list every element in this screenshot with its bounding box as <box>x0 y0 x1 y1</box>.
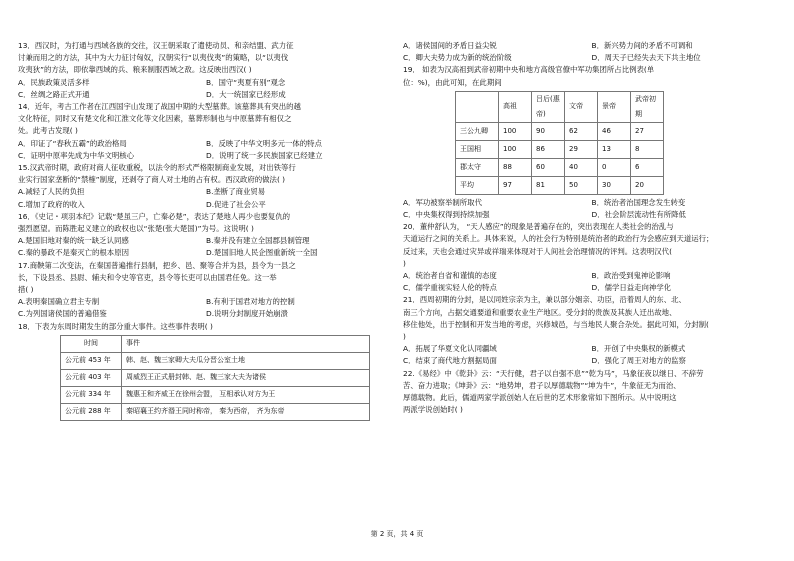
table-header-row <box>61 335 370 352</box>
question-stem-line: 15.汉武帝时期，政府对商人征收重税，以法令的形式严格限制商业发展，对出铁等行 <box>18 163 296 173</box>
right-column <box>403 40 780 416</box>
table-cell: 公元前 403 年 <box>61 369 122 386</box>
question-16 <box>18 211 394 260</box>
events-table <box>60 335 370 421</box>
option-row <box>403 40 780 52</box>
question-stem-line: 移住他处，出于控制和开发当地的考虑，兴修城邑，与当地民人聚合杂处。据此可知，分封制( <box>403 319 709 329</box>
table-cell: 29 <box>565 140 598 158</box>
table-cell: 13 <box>598 140 631 158</box>
option-d[interactable]: D.促进了社会公平 <box>206 199 266 209</box>
option-row <box>18 296 394 308</box>
table-header-cell <box>456 91 499 122</box>
option-b[interactable]: B.秦并没有建立全国郡县制管理 <box>206 236 310 246</box>
table-cell: 100 <box>499 122 532 140</box>
table-cell: 30 <box>598 176 631 194</box>
question-19 <box>403 64 780 221</box>
question-stem-line: 攻夷狄”的方法，即依靠西域的兵、粮来制服西域之敌。这反映出西汉( ) <box>18 65 252 75</box>
question-stem-line: ) <box>403 332 406 342</box>
question-stem-line: 13．西汉时，为打通与西域各族的交往，汉王朝采取了遣使动员、和亲结盟、武力征 <box>18 41 294 50</box>
table-cell: 60 <box>532 158 565 176</box>
question-21 <box>403 294 780 367</box>
question-stem-line: 17.商鞅第二次变法，在秦国普遍推行县制，把乡、邑、聚等合并为县，县令为一县之 <box>18 260 296 270</box>
table-row <box>456 122 664 140</box>
question-20 <box>403 221 780 294</box>
option-b[interactable]: B．新兴势力间的矛盾不可调和 <box>591 41 693 50</box>
question-stem-line: 16．《史记・项羽本纪》记载“楚虽三户，亡秦必楚”，表达了楚地人再少也要复仇的 <box>18 211 291 221</box>
table-cell: 100 <box>499 140 532 158</box>
table-cell: 20 <box>631 176 664 194</box>
question-stem-line: 强烈愿望。而陈胜起义建立的政权也以“张楚(张大楚国)”为号。这说明( ) <box>18 224 254 234</box>
option-b[interactable]: B．反映了中华文明多元一体的特点 <box>206 138 322 148</box>
option-row <box>403 197 780 209</box>
option-row <box>18 150 394 162</box>
option-c[interactable]: C.为列国诸侯国的普遍借鉴 <box>18 309 107 319</box>
question-22 <box>403 368 780 417</box>
question-stem-line: 21．西周初期的分封，是以同姓宗亲为主，兼以部分姻亲、功臣，沿着周人的东、北、 <box>403 295 686 305</box>
option-row <box>403 343 780 355</box>
table-row <box>456 158 664 176</box>
option-d[interactable]: D．大一统国家已经形成 <box>206 89 286 99</box>
table-header-row <box>456 91 664 122</box>
table-cell: 0 <box>598 158 631 176</box>
table-header-cell: 事件 <box>122 335 370 352</box>
option-b[interactable]: B．国守“夷夏有别”观念 <box>206 77 286 87</box>
option-row <box>403 282 780 294</box>
option-c[interactable]: C．结束了商代地方割据局面 <box>403 356 497 366</box>
option-a[interactable]: A.楚国旧地对秦的统一缺乏认同感 <box>18 236 129 246</box>
table-header-cell: 文帝 <box>565 91 598 122</box>
table-header-cell: 高祖 <box>499 91 532 122</box>
table-cell: 周威烈王正式册封韩、赵、魏三家大夫为诸侯 <box>122 369 370 386</box>
table-cell: 平均 <box>456 176 499 194</box>
option-row <box>403 355 780 367</box>
table-header-cell: 时间 <box>61 335 122 352</box>
question-stem-line: ) <box>403 258 406 268</box>
option-c[interactable]: C．儒学重视实轻人伦的特点 <box>403 283 497 293</box>
question-stem-line: 两派学说创始时( ) <box>403 405 463 415</box>
table-row <box>61 403 370 420</box>
question-stem-line: 苦、奋力进取；《坤卦》云：“地势坤，君子以厚德载物”“坤为牛”，牛象征无为而治、 <box>403 380 681 390</box>
option-a[interactable]: A.表明秦国确立君主专制 <box>18 297 100 307</box>
table-cell: 8 <box>631 140 664 158</box>
option-a[interactable]: A．拓展了华夏文化认同疆域 <box>403 344 497 354</box>
ratio-table <box>455 91 664 195</box>
option-row <box>18 186 394 198</box>
question-stem-line: 业实行国家垄断的“禁榷”制度，还剥夺了商人对土地的占有权。西汉政府的做法( ) <box>18 175 286 185</box>
option-row <box>403 209 780 221</box>
option-c[interactable]: C．证明中原率先成为中华文明核心 <box>18 150 135 160</box>
option-a[interactable]: A．统治者自省和谨慎的态度 <box>403 271 497 281</box>
table-cell: 97 <box>499 176 532 194</box>
table-cell: 86 <box>532 140 565 158</box>
question-stem-line: 措( ) <box>18 285 34 295</box>
question-stem-line: 文化特征，同时又有楚文化和江淮文化等文化因素，墓葬形制也与中原墓葬有相仅之 <box>18 114 292 124</box>
question-13 <box>18 40 394 101</box>
table-cell: 46 <box>598 122 631 140</box>
question-18 <box>18 321 394 421</box>
table-cell: 郡太守 <box>456 158 499 176</box>
option-b[interactable]: B．开创了中央集权的新模式 <box>591 344 686 354</box>
table-cell: 韩、赵、魏三家卿大夫瓜分晋公室土地 <box>122 352 370 369</box>
table-cell: 秦昭襄王约齐湣王同时称帝， 秦为西帝， 齐为东帝 <box>122 403 370 420</box>
question-15 <box>18 162 394 211</box>
table-cell: 27 <box>631 122 664 140</box>
question-stem-line: 南三个方向，占据交通要道和重要农业生产地区。受分封的贵族及其族人迁出故地、 <box>403 307 677 317</box>
option-a[interactable]: A．军功被察举制所取代 <box>403 197 482 207</box>
table-cell: 88 <box>499 158 532 176</box>
option-row <box>18 247 394 259</box>
option-d[interactable]: D．说明了统一多民族国家已经建立 <box>206 150 323 160</box>
question-stem-line: 讨兼而用之的方法，其中为大力征讨匈奴，汉朝实行“以夷伐夷”的策略，以“以夷伐 <box>18 53 289 63</box>
table-cell: 40 <box>565 158 598 176</box>
option-b[interactable]: B.垄断了商业贸易 <box>206 187 266 197</box>
table-cell: 三公九卿 <box>456 122 499 140</box>
option-row <box>18 235 394 247</box>
option-d[interactable]: D.楚国旧地人民企图重新统一全国 <box>206 248 318 258</box>
question-17 <box>18 260 394 321</box>
table-cell: 魏惠王和齐威王在徐州会盟， 互相承认对方为王 <box>122 386 370 403</box>
question-stem-line: 20．董仲舒认为， “天人感应”的现象是普遍存在的，突出表现在人类社会的治乱与 <box>403 222 674 232</box>
option-row <box>18 77 394 89</box>
option-a[interactable]: A．诸侯国间的矛盾日益尖锐 <box>403 41 497 50</box>
option-d[interactable]: D．强化了周王对地方的监察 <box>591 356 686 366</box>
option-row <box>18 199 394 211</box>
left-column <box>18 40 394 421</box>
option-a[interactable]: A．印证了“春秋五霸”的政治格局 <box>18 138 127 148</box>
table-cell: 62 <box>565 122 598 140</box>
question-stem-line: 19． 如表为汉高祖到武帝初期中央和地方高级官僚中军功集团所占比例表(单 <box>403 65 655 75</box>
question-stem-line: 厚德载物。此后，儒道两家学派创始人在后世的艺术形象常如下图所示。从中说明这 <box>403 393 677 403</box>
question-stem-line: 14．近年，考古工作者在江西国宇山发现了战国中期的大型墓葬。该墓葬具有突出的越 <box>18 102 301 112</box>
question-stem-line: 位：%)，由此可知，在此期间 <box>403 77 502 87</box>
table-header-cell: 景帝 <box>598 91 631 122</box>
table-row <box>61 386 370 403</box>
option-c[interactable]: C．卿大夫势力成为新的统治阶级 <box>403 53 512 63</box>
table-cell: 公元前 334 年 <box>61 386 122 403</box>
question-stem-line: 22.《易经》中《乾卦》云：“天行健，君子以自强不息”“乾为马”，马象征夜以继日、不辞劳 <box>403 368 704 378</box>
question-stem-line: 反过来，天也会通过灾异或祥瑞来体现对于人间社会治理情况的评判。这表明汉代( <box>403 246 672 256</box>
question-stem-line: 天道运行之间的关系上。具体来说，人的社会行为特别是统治者的政治行为会感应到天道运行； <box>403 234 714 244</box>
option-d[interactable]: D．周天子已经失去天下共主地位 <box>591 53 701 63</box>
table-cell: 50 <box>565 176 598 194</box>
option-c[interactable]: C．中央集权得到持续加强 <box>403 210 490 220</box>
option-row <box>18 89 394 101</box>
option-c[interactable]: C.秦的暴政不是秦灭亡的根本原因 <box>18 248 129 258</box>
table-cell: 81 <box>532 176 565 194</box>
option-row <box>18 138 394 150</box>
option-b[interactable]: B.有利于国君对地方的控制 <box>206 297 295 307</box>
option-d[interactable]: D．社会阶层流动性有所降低 <box>591 210 686 220</box>
option-a[interactable]: A.减轻了人民的负担 <box>18 187 85 197</box>
table-header-cell: 吕后(惠帝) <box>532 91 565 122</box>
question-stem-line: 长，下设县丞、县尉、辅夫和令史等官吏，县令等长吏可以由国君任免。这一举 <box>18 272 277 282</box>
table-cell: 6 <box>631 158 664 176</box>
option-a[interactable]: A．民族政策灵活多样 <box>18 77 90 87</box>
table-row <box>456 176 664 194</box>
option-b[interactable]: B．政治受到鬼神论影响 <box>591 271 671 281</box>
question-18-options <box>403 40 780 64</box>
option-b[interactable]: B．统治者治国理念发生转变 <box>591 197 686 207</box>
table-cell: 公元前 288 年 <box>61 403 122 420</box>
question-stem-line: 处。此考古发现( ) <box>18 126 78 136</box>
table-cell: 公元前 453 年 <box>61 352 122 369</box>
table-row <box>61 369 370 386</box>
table-header-cell: 武帝初期 <box>631 91 664 122</box>
table-row <box>456 140 664 158</box>
option-c[interactable]: C.增加了政府的收入 <box>18 199 85 209</box>
page-footer: 第 2 页，共 4 页 <box>370 530 424 538</box>
option-d[interactable]: D．儒学日益走向神学化 <box>591 283 672 293</box>
question-14 <box>18 101 394 162</box>
option-row <box>18 308 394 320</box>
table-row <box>61 352 370 369</box>
option-row <box>403 52 780 64</box>
question-stem-line: 18．下表为东周时期发生的部分重大事件。这些事件表明( ) <box>18 321 213 331</box>
option-d[interactable]: D.说明分封制度开始崩溃 <box>206 309 288 319</box>
option-row <box>403 270 780 282</box>
option-c[interactable]: C．丝绸之路正式开通 <box>18 89 90 99</box>
table-cell: 90 <box>532 122 565 140</box>
table-cell: 王国相 <box>456 140 499 158</box>
